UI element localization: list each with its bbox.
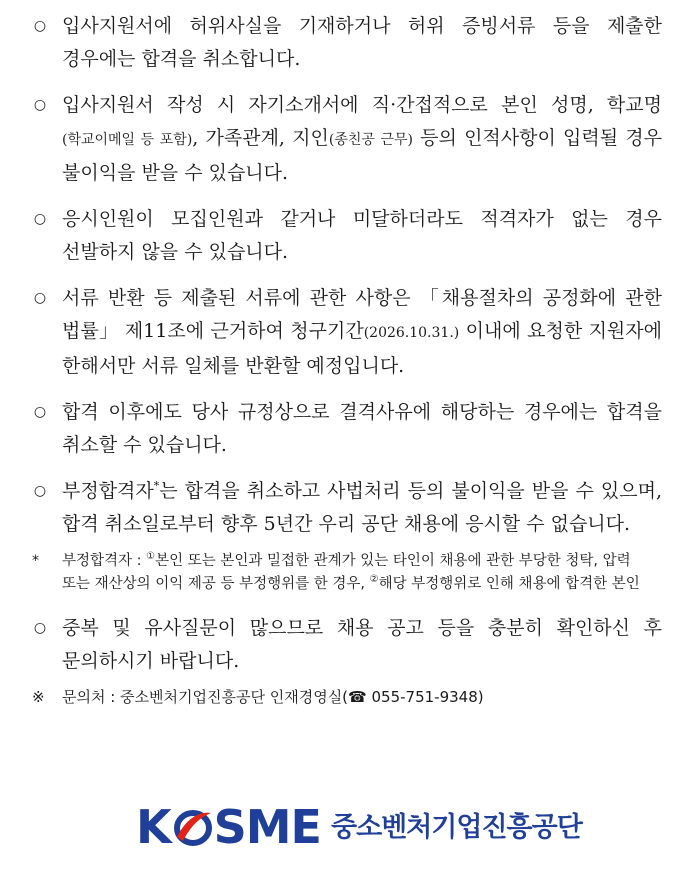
- logo-wordmark: [136, 800, 321, 854]
- logo-letter-k: K: [136, 800, 171, 854]
- phone-icon: ☎: [348, 688, 367, 706]
- asterisk-icon: *: [32, 553, 39, 569]
- reference-mark-icon: ※: [32, 688, 45, 706]
- notice-text: 중복 및 유사질문이 많으므로 채용 공고 등을 충분히 확인하신 후 문의하시기 바랍니다.: [62, 617, 662, 672]
- notice-item-cancel-pass: [32, 396, 662, 462]
- notice-text: 응시인원이 모집인원과 같거나 미달하더라도 적격자가 없는 경우 선발하지 않을 수 있습니다.: [62, 208, 662, 263]
- notice-text: 이내에 요청한 지원자에 한해서만 서류 일체를 반환할 예정입니다.: [62, 320, 662, 377]
- circle-bullet-icon: ○: [33, 290, 47, 306]
- notice-item-no-selection: [32, 203, 662, 269]
- circle-bullet-icon: ○: [33, 483, 47, 499]
- circled-one-icon: ①: [146, 551, 156, 563]
- notice-item-personal-info: [32, 89, 662, 190]
- notice-item-invalid-documents: [32, 10, 662, 76]
- notice-text: 등의 인적사항이 입력될 경우 불이익을 받을 수 있습니다.: [62, 127, 662, 184]
- notice-text: 합격 이후에도 당사 규정상으로 결격사유에 해당하는 경우에는 합격을 취소할 수 있습니다.: [62, 401, 662, 456]
- footnote-text: 해당 부정행위로 인해 채용에 합격한 본인: [378, 576, 640, 592]
- notice-text: , 가족관계, 지인: [192, 127, 329, 149]
- notice-item-document-return: [32, 282, 662, 383]
- notice-date: (2026.10.31.): [363, 325, 460, 341]
- notice-text: 입사지원서에 허위사실을 기재하거나 허위 증빙서류 등을 제출한 경우에는 합격을 취소합니다.: [62, 15, 662, 70]
- contact-phone: 055-751-9348): [366, 688, 484, 706]
- notice-text: 부정합격자: [62, 480, 154, 502]
- contact-label: 문의처 : 중소벤처기업진흥공단 인재경영실(: [62, 688, 349, 706]
- contact-line: [32, 685, 662, 709]
- notice-text: 는 합격을 취소하고 사법처리 등의 불이익을 받을 수 있으며, 합격 취소일로부터 향후 5년간 우리 공단 채용에 응시할 수 없습니다.: [62, 480, 662, 535]
- notice-list: [32, 10, 662, 709]
- circle-bullet-icon: ○: [33, 18, 47, 34]
- circle-bullet-icon: ○: [33, 404, 47, 420]
- notice-item-inquiry: [32, 612, 662, 678]
- notice-note: (종친공 근무): [328, 132, 413, 148]
- fraud-footnote: [32, 550, 662, 596]
- kosme-logo: [136, 802, 582, 852]
- notice-text: 서류 반환 등 제출된 서류에 관한 사항은 「채용절차의 공정화에 관한 법률」 제11조에 근거하여 청구기간: [62, 287, 662, 342]
- circle-bullet-icon: ○: [33, 620, 47, 636]
- circled-two-icon: ②: [369, 574, 379, 586]
- footnote-text: 본인 또는 본인과 밀접한 관계가 있는 타인이 채용에 관한 부당한 청탁, 압력 또는 재산상의 이익 제공 등 부정행위를 한 경우,: [62, 553, 631, 592]
- footnote-label: 부정합격자 :: [62, 553, 147, 569]
- circle-bullet-icon: ○: [33, 97, 47, 113]
- logo-swoosh-o-icon: [173, 807, 213, 847]
- notice-text: 입사지원서 작성 시 자기소개서에 직·간접적으로 본인 성명, 학교명: [62, 94, 662, 116]
- footnote-marker: *: [153, 479, 160, 493]
- notice-item-fraud: [32, 475, 662, 541]
- notice-note: (학교이메일 등 포함): [62, 132, 193, 148]
- logo-letters-sme: SME: [213, 800, 321, 854]
- circle-bullet-icon: ○: [33, 211, 47, 227]
- logo-org-name: 중소벤처기업진흥공단: [330, 811, 582, 843]
